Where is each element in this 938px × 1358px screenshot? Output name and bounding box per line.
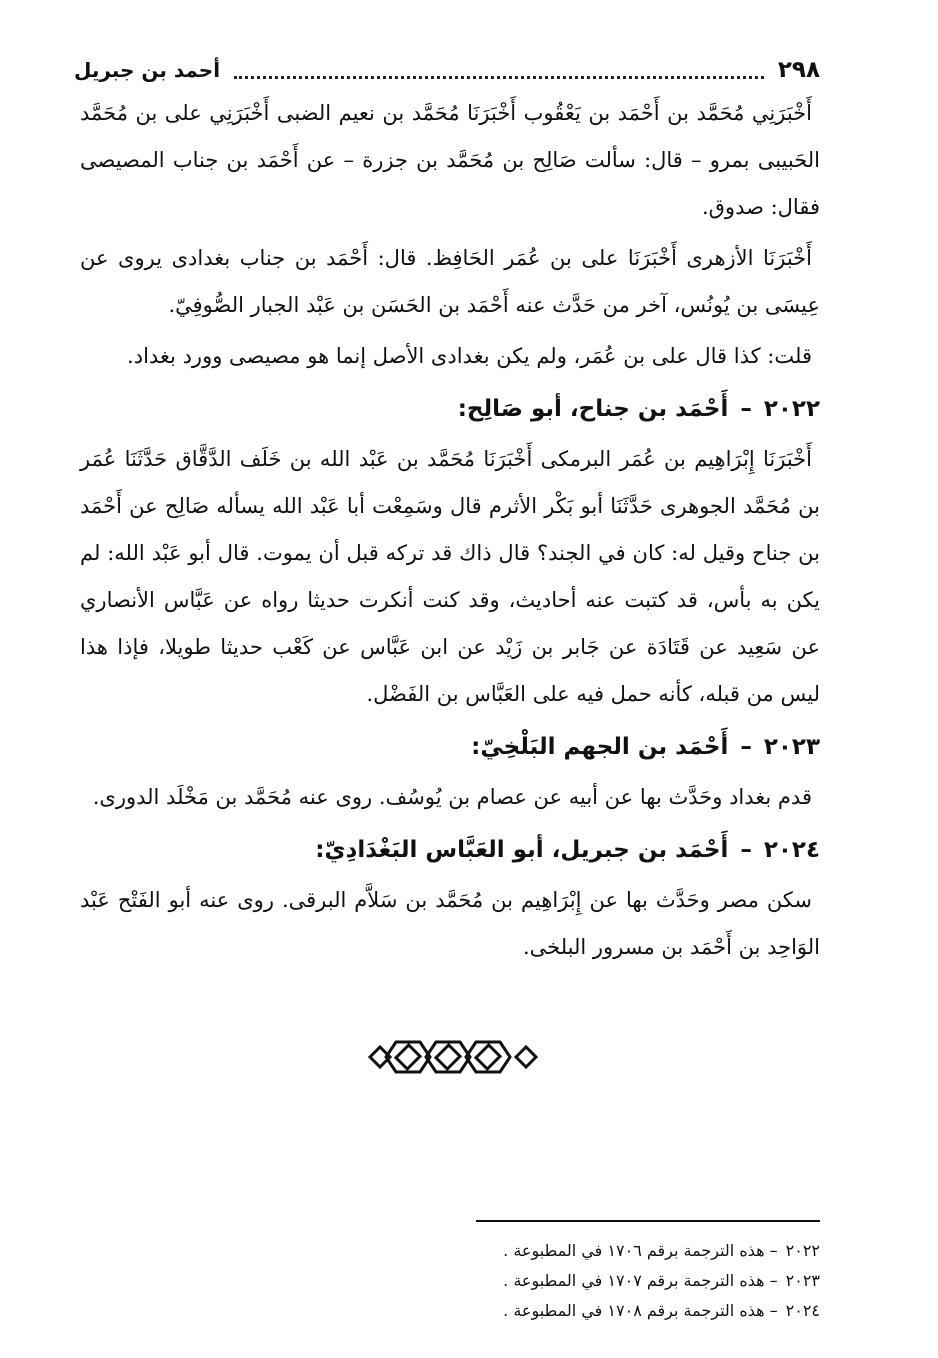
- page-body: [80, 90, 820, 975]
- footnote-number: ٢٠٢٣: [785, 1271, 820, 1290]
- entry-number: ٢٠٢٣: [763, 734, 820, 760]
- header-dot-leader: [234, 72, 764, 79]
- footnote-text: – هذه الترجمة برقم ١٧٠٦ في المطبوعة .: [503, 1241, 778, 1260]
- entry-dash: –: [740, 734, 752, 760]
- entry-dash: –: [740, 396, 752, 422]
- footnote-text: – هذه الترجمة برقم ١٧٠٨ في المطبوعة .: [503, 1301, 778, 1320]
- running-title: أحمد بن جبريل: [74, 58, 221, 82]
- footnote-separator: [476, 1220, 820, 1222]
- entry-title: أَحْمَد بن الجهم البَلْخِيّ:: [471, 734, 729, 760]
- body-paragraph: أَخْبَرَنَا الأزهرى أَخْبَرَنَا على بن عُمَر الحَافِظ. قال: أَحْمَد بن جناب بغدادى يروى عن عِيسَى بن يُونُس، آخر من حَدَّث عنه أَحْمَد بن الحَسَن بن عَبْد الجبار الصُّوفِيّ.: [80, 246, 820, 317]
- entry-heading: [80, 384, 820, 434]
- entry-paragraph: سكن مصر وحَدَّث بها عن إِبْرَاهِيم بن مُحَمَّد بن سَلاَّم البرقى. روى عنه أبو الفَتْح عَبْد الوَاحِد بن أَحْمَد بن مسرور البلخى.: [80, 888, 820, 959]
- entry-number: ٢٠٢٢: [763, 396, 820, 422]
- entry-title: أَحْمَد بن جناح، أبو صَالِح:: [457, 396, 729, 422]
- entry-title: أَحْمَد بن جبريل، أبو العَبَّاس البَغْدَادِيّ:: [315, 837, 729, 863]
- footnote-text: – هذه الترجمة برقم ١٧٠٧ في المطبوعة .: [503, 1271, 778, 1290]
- entry-paragraph: قدم بغداد وحَدَّث بها عن أبيه عن عصام بن يُوسُف. روى عنه مُحَمَّد بن مَخْلَد الدورى.: [92, 785, 812, 809]
- section-end-ornament-icon: [368, 1034, 538, 1080]
- entry-heading: [80, 825, 820, 875]
- entry-dash: –: [740, 837, 752, 863]
- page-header: [74, 52, 820, 88]
- footnotes: [440, 1236, 820, 1326]
- entry-heading: [80, 722, 820, 772]
- body-paragraph: قلت: كذا قال على بن عُمَر، ولم يكن بغدادى الأصل إنما هو مصيصى وورد بغداد.: [127, 344, 812, 368]
- footnote: [440, 1296, 820, 1326]
- page-number: ٢٩٨: [777, 57, 820, 83]
- footnote: [440, 1266, 820, 1296]
- entry-number: ٢٠٢٤: [763, 837, 820, 863]
- body-paragraph: أَخْبَرَنِي مُحَمَّد بن أَحْمَد بن يَعْقُوب أَخْبَرَنَا مُحَمَّد بن نعيم الضبى أَخْبَرَنِي على بن مُحَمَّد الحَبيبى بمرو – قال: سألت صَالِح بن مُحَمَّد بن جزرة – عن أَحْمَد بن جناب المصيصى فقال: صدوق.: [80, 101, 820, 219]
- footnote-number: ٢٠٢٢: [785, 1241, 820, 1260]
- entry-paragraph: أَخْبَرَنَا إِبْرَاهِيم بن عُمَر البرمكى أَخْبَرَنَا مُحَمَّد بن عَبْد الله بن خَلَف الدَّقَّاق حَدَّثَنَا عُمَر بن مُحَمَّد الجوهرى حَدَّثَنَا أبو بَكْر الأثرم قال وسَمِعْت أبا عَبْد الله يسأله صَالِح عن أَحْمَد بن جناح وقيل له: كان في الجند؟ قال ذاك قد تركه قبل أن يموت. قال أبو عَبْد الله: لم يكن به بأس، قد كتبت عنه أحاديث، وقد كنت أنكرت حديثا رواه عن عَبَّاس الأنصاري عن سَعِيد عن قَتَادَة عن جَابر بن زَيْد عن ابن عَبَّاس عن كَعْب حديثا طويلا، فإذا هذا ليس من قبله، كأنه حمل فيه على العَبَّاس بن الفَضْل.: [80, 447, 820, 706]
- footnote: [440, 1236, 820, 1266]
- footnote-number: ٢٠٢٤: [785, 1301, 820, 1320]
